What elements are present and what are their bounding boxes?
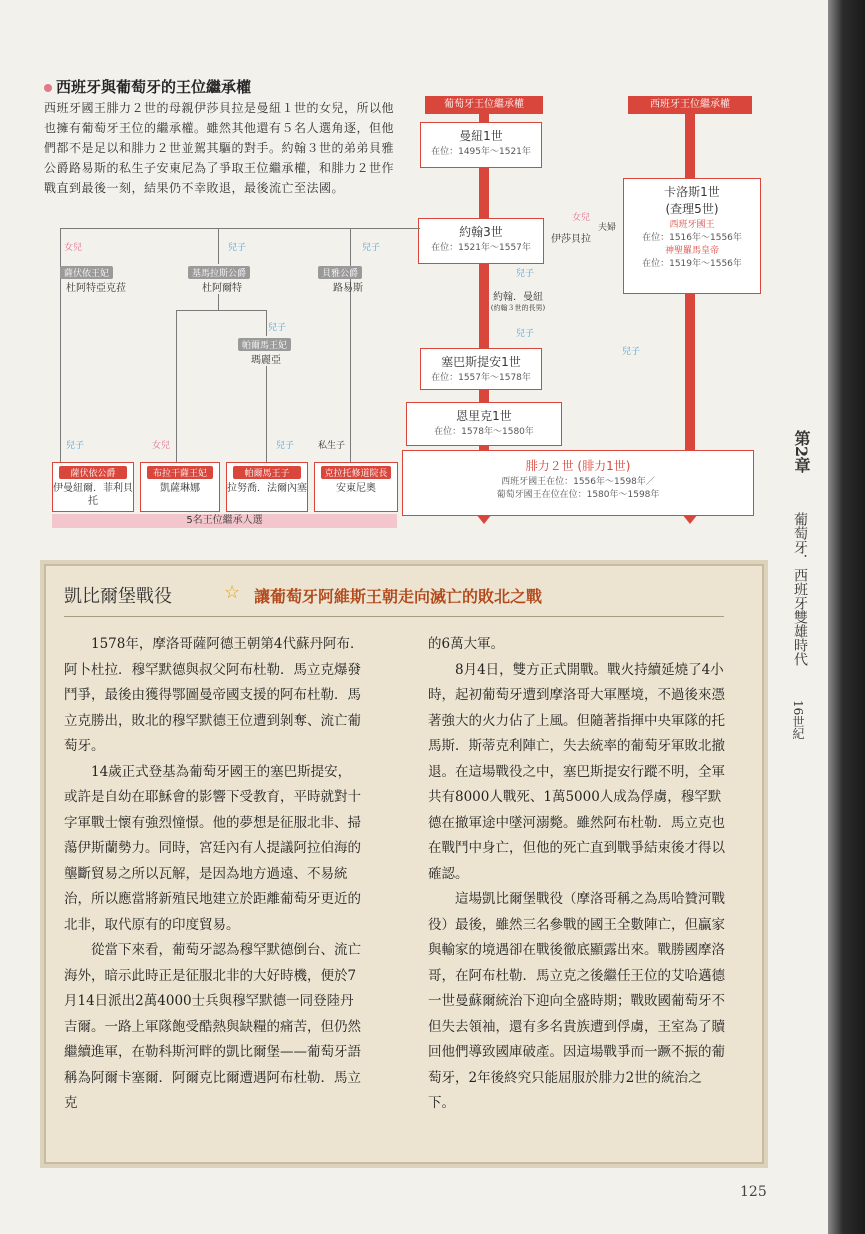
book-spine [828,0,865,1234]
chapter-label: 第2章 [792,430,811,474]
node-carlos: 卡洛斯1世 (查理5世) 西班牙國王 在位：1516年〜1556年 神聖羅馬皇帝 在位：1519年〜1556年 [623,178,761,294]
node-henrique: 恩里克1世 在位：1578年〜1580年 [406,402,562,446]
node-manuel: 曼紐1世 在位：1495年〜1521年 [420,122,542,168]
battle-card [40,560,768,1168]
grand-tag-1: 薩伏依王妃 [60,266,113,279]
rel-son-4: 兒子 [66,441,85,451]
grand-name-3: 路易斯 [333,283,363,294]
rel-son-6: 兒子 [516,269,535,279]
rel-daughter-2: 女兒 [152,441,171,451]
star-icon: ☆ [224,582,241,603]
intro-text: 西班牙國王腓力２世的母親伊莎貝拉是曼紐１世的女兒，所以他也擁有葡萄牙王位的繼承權。雖然其他還有５名人選角逐，但他們都不是足以和腓力２世並駕其驅的對手。約翰３世的弟弟貝雅公爵路易斯的私生子安東尼為了爭取王位繼承權，和腓力２世作戰直到最後一刻，結果仍不幸敗退，最後流亡至法國。 [44,101,395,195]
node-joao-manuel: 約翰．曼紐 (約翰３世的長男) [490,292,546,312]
isabella-label: 伊莎貝拉 [551,234,591,245]
grand-name-2: 杜阿爾特 [202,283,242,294]
candidate-4: 克拉托修道院長 安東尼奧 [314,462,398,512]
page-number: 125 [740,1184,767,1200]
candidate-1: 薩伏依公爵 伊曼紐爾．菲利貝托 [52,462,134,512]
node-sebastiao: 塞巴斯提安1世 在位：1557年〜1578年 [420,348,542,390]
rel-son-2: 兒子 [362,243,381,253]
card-rule [64,616,724,617]
chapter-title: 葡萄牙．西班牙雙雄時代 [792,512,808,666]
private-son-label: 私生子 [318,441,346,451]
candidate-3: 帕爾馬王子 拉努喬．法爾內塞 [226,462,308,512]
node-joao3: 約翰3世 在位：1521年〜1557年 [418,218,544,264]
rel-son-3: 兒子 [268,323,287,333]
spain-header: 西班牙王位繼承權 [628,96,752,114]
rel-son-8: 兒子 [622,347,641,357]
intro-title: 西班牙與葡萄牙的王位繼承權 [44,76,251,97]
grand-tag-3: 貝雅公爵 [318,266,362,279]
card-right-column [428,632,728,1117]
rel-son-5: 兒子 [276,441,295,451]
century-label: 16世紀 [791,700,805,740]
card-paragraph: 的6萬大軍。 [428,636,505,652]
rel-daughter-1: 女兒 [64,243,83,253]
card-paragraph: 14歲正式登基為葡萄牙國王的塞巴斯提安，或許是自幼在耶穌會的影響下受教育，平時就對十字軍戰士懷有強烈憧憬。他的夢想是征服北非、掃蕩伊斯蘭勢力。同時，宮廷內有人提議阿拉伯海的壟斷貿易之所以瓦解，是因為地方過遠、不易統治，所以應當將新殖民地建立於距離葡萄牙更近的北非，取代原有的印度貿易。 [64,763,361,933]
card-paragraph: 這場凱比爾堡戰役（摩洛哥稱之為馬哈贊河戰役）最後，雖然三名參戰的國王全數陣亡，但贏家與輸家的境遇卻在戰後徹底顯露出來。戰勝國摩洛哥，在阿布杜勒．馬立克之後繼任王位的艾哈邁德一世曼蘇爾統治下迎向全盛時期；戰敗國葡萄牙不但失去領袖，還有多名貴族遭到俘虜，王室為了贖回他們導致國庫破產。因這場戰爭而一蹶不振的葡萄牙，2年後終究只能屈服於腓力2世的統治之下。 [428,891,725,1111]
portugal-header: 葡萄牙王位繼承權 [425,96,543,114]
grand-name-1: 杜阿特亞克菈 [66,283,126,294]
female-label: 女兒 [572,213,591,223]
rel-son-7: 兒子 [516,329,535,339]
rel-son-1: 兒子 [228,243,247,253]
grand-tag-2: 基馬拉斯公爵 [188,266,250,279]
card-left-column [64,632,364,1117]
card-paragraph: 8月4日，雙方正式開戰。戰火持續延燒了4小時，起初葡萄牙遭到摩洛哥大軍壓境，不過後來憑著強大的火力佔了上風。但隨著指揮中央軍隊的托馬斯．斯蒂克利陣亡，失去統率的葡萄牙軍敗北撤退。在這場戰役之中，塞巴斯提安行蹤不明，全軍共有8000人戰死、1萬5000人成為俘虜，穆罕默德在撤軍途中墜河溺斃。雖然阿布杜勒．馬立克也在戰鬥中身亡，但他的死亡直到戰爭結束後才得以確認。 [428,661,725,882]
spouse-label: 夫婦 [598,223,617,233]
card-paragraph: 從當下來看，葡萄牙認為穆罕默德倒台、流亡海外，暗示此時正是征服北非的大好時機，便於7月14日派出2萬4000士兵與穆罕默德一同登陸丹吉爾。一路上軍隊飽受酷熱與缺糧的痛苦，但仍然繼續進軍，在勒科斯河畔的凱比爾堡——葡萄牙語稱為阿爾卡塞爾．阿爾克比爾遭遇阿布杜勒．馬立克 [64,942,361,1111]
card-title: 凱比爾堡戰役 [64,586,172,607]
node-felipe2: 腓力２世 (腓力1世) 西班牙國王在位：1556年〜1598年／ 葡萄牙國王在位在位：1580年〜1598年 [402,450,754,516]
candidate-2: 布拉干薩王妃 凱薩琳娜 [140,462,220,512]
mid-name: 瑪麗亞 [251,355,281,366]
card-subtitle: 讓葡萄牙阿維斯王朝走向滅亡的敗北之戰 [254,587,543,606]
candidates-label: 5名王位繼承人選 [52,514,397,528]
card-paragraph: 1578年，摩洛哥薩阿德王朝第4代蘇丹阿布．阿卜杜拉．穆罕默德與叔父阿布杜勒．馬立克爆發鬥爭，最後由獲得鄂圖曼帝國支援的阿布杜勒．馬立克勝出，敗北的穆罕默德王位遭到剝奪、流亡葡萄牙。 [64,636,364,754]
mid-tag: 帕爾馬王妃 [238,338,291,351]
